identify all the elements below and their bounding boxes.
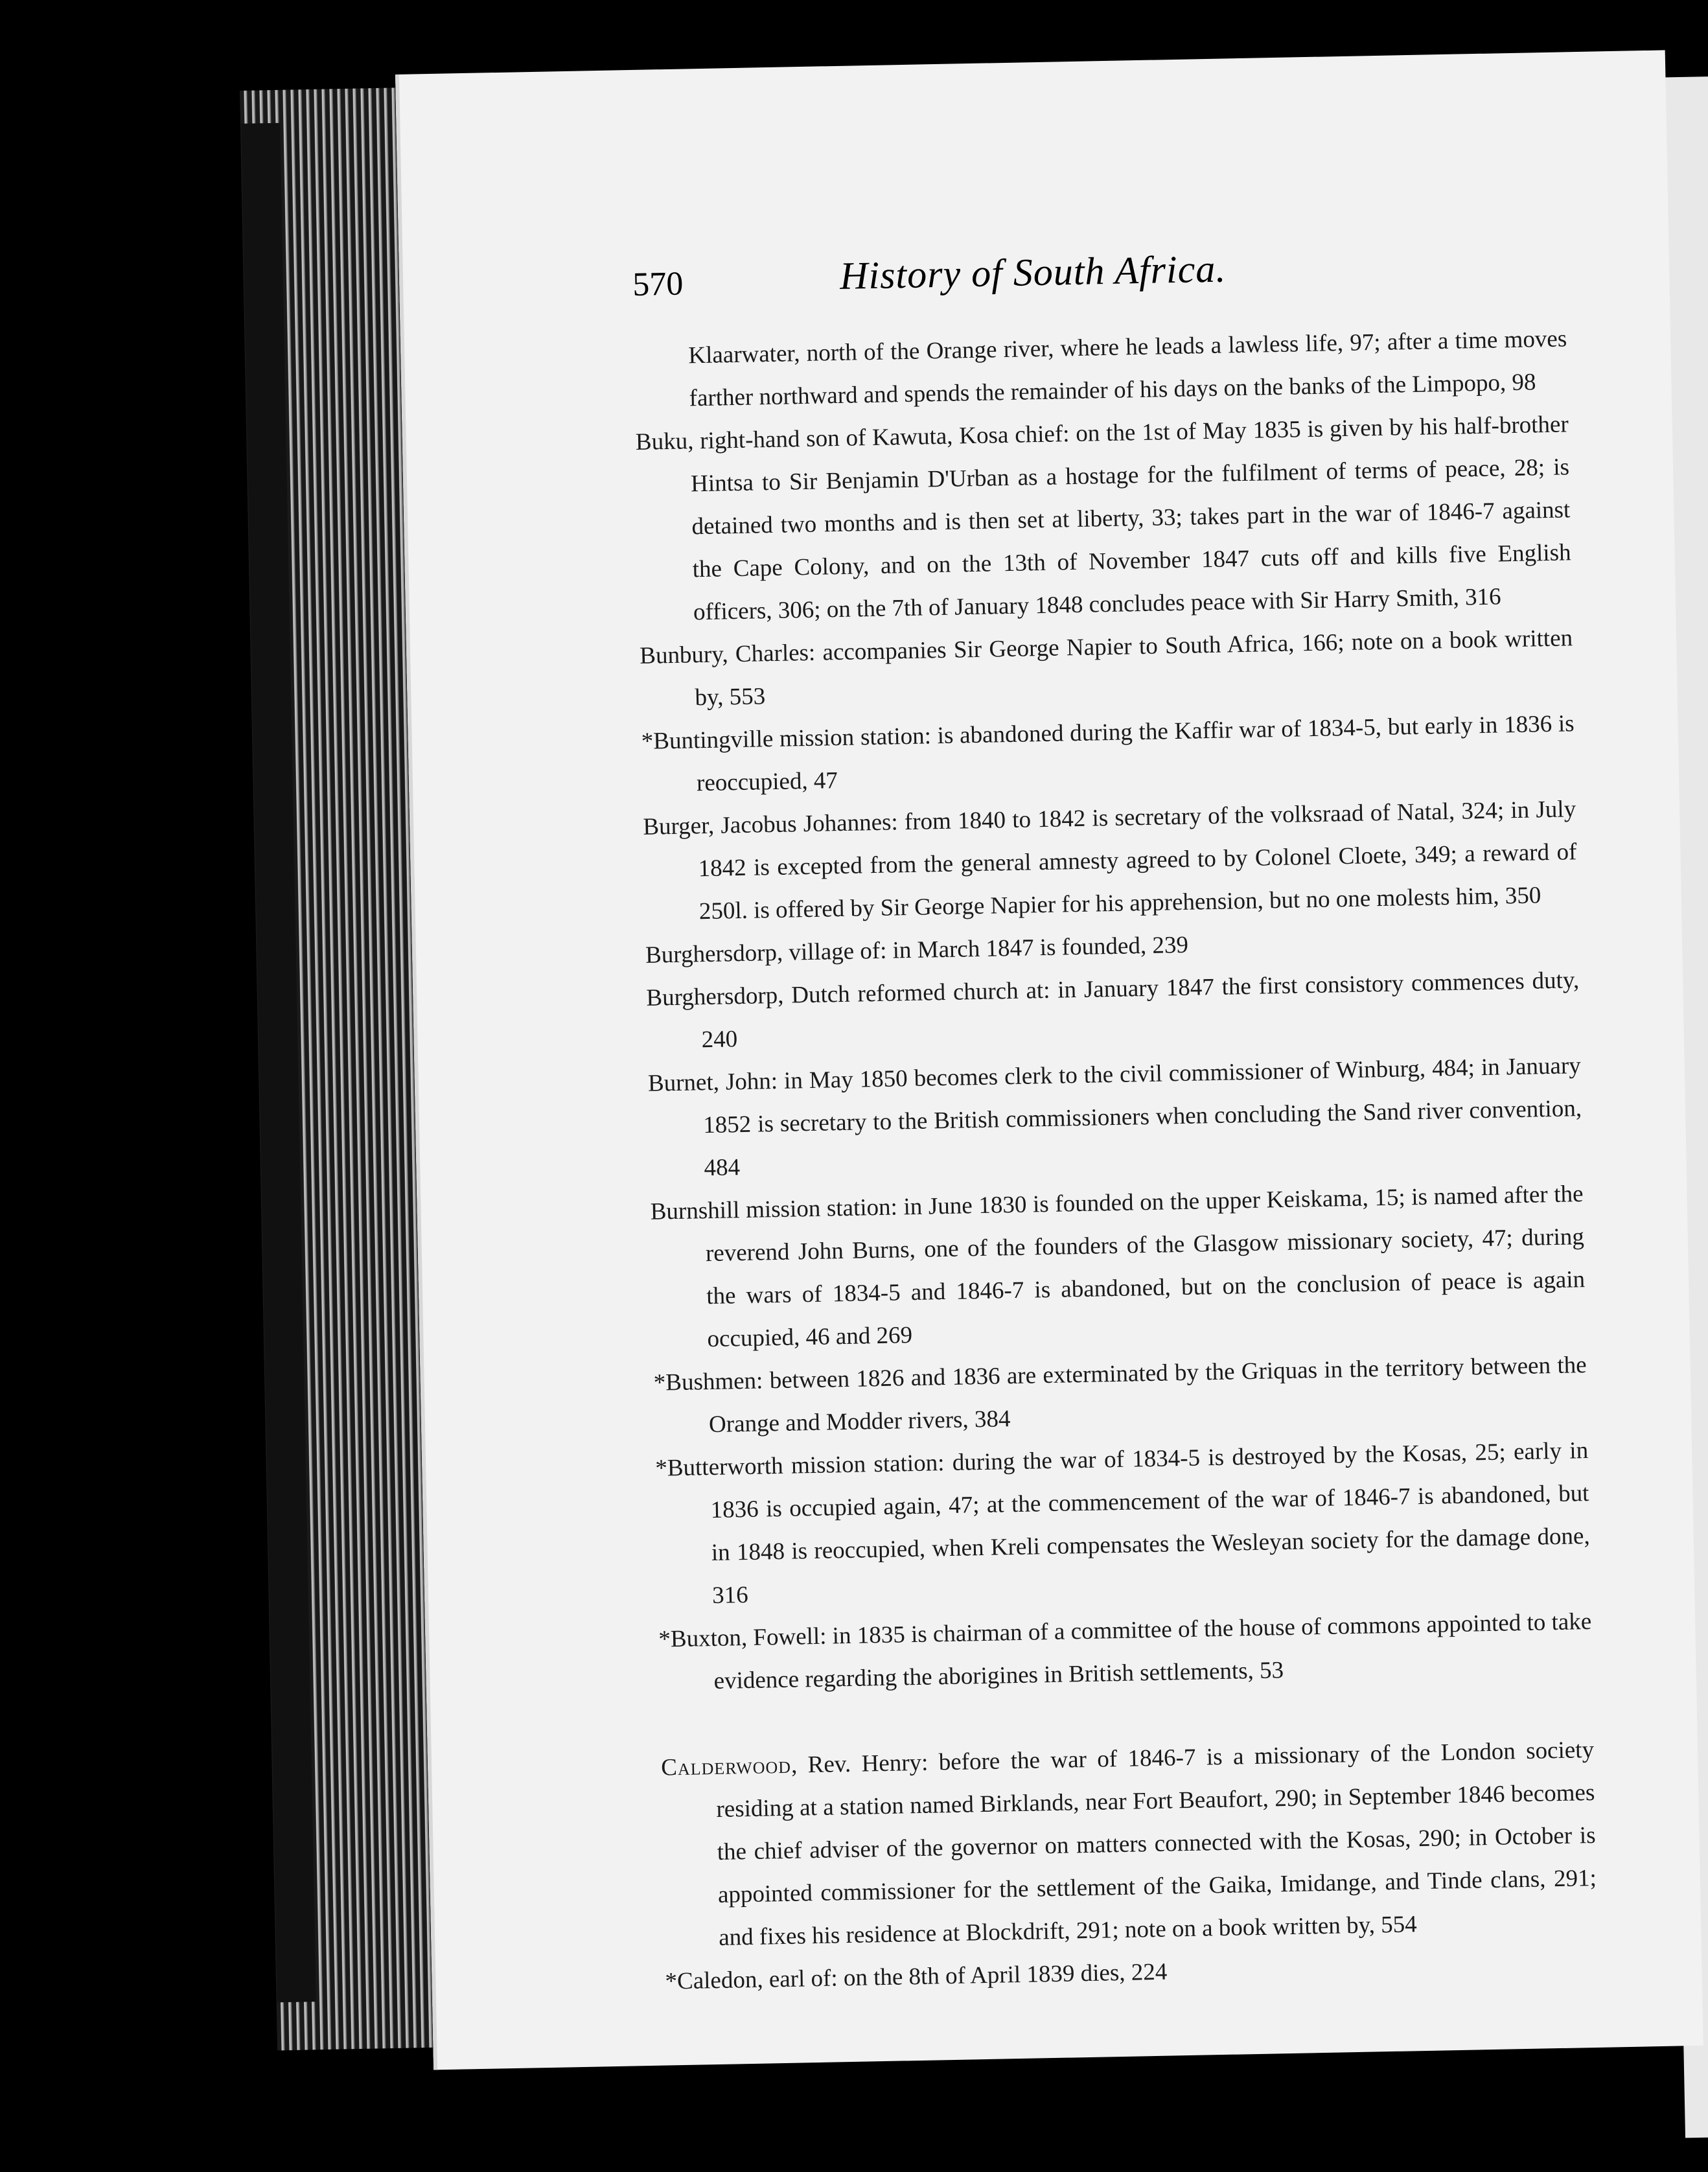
index-entry: Burghersdorp, village of: in March 1847 is founded, 239	[645, 931, 1189, 969]
page-header	[632, 240, 1567, 323]
book-page	[395, 50, 1703, 2070]
index-entry: Burghersdorp, Dutch reformed church at: in January 1847 the first consistory commences duty, 240	[646, 967, 1580, 1054]
index-entries	[634, 318, 1598, 2003]
running-title: History of South Africa.	[839, 247, 1227, 297]
index-entry: Klaarwater, north of the Orange river, where he leads a lawless life, 97; after a time moves farther northward and spends the remainder of his days on the banks of the Limpopo, 98	[688, 325, 1567, 412]
entry-head-smallcaps: Calderwood	[660, 1751, 792, 1781]
index-entry: Burnshill mission station: in June 1830 is founded on the upper Keiskama, 15; is named after the reverend John Burns, one of the founders of the Glasgow missionary society, 47; during the wars of 1834-5 and 1846-7 is abandoned, but on the conclusion of peace is again occupied, 46 and 269	[650, 1181, 1586, 1353]
index-entry: *Butterworth mission station: during the war of 1834-5 is destroyed by the Kosas, 25; early in 1836 is occupied again, 47; at the commencement of the war of 1846-7 is abandoned, but in 1848 is reoccupied, when Kreli compensates the Wesleyan society for the damage done, 316	[654, 1437, 1591, 1610]
index-entry: *Bushmen: between 1826 and 1836 are exterminated by the Griquas in the territory between the Orange and Modder rivers, 384	[653, 1352, 1587, 1438]
index-entry: *Caledon, earl of: on the 8th of April 1839 dies, 224	[665, 1958, 1168, 1995]
index-entry: Burger, Jacobus Johannes: from 1840 to 1842 is secretary of the volksraad of Natal, 324; in July 1842 is excepted from the general amnesty agreed to by Colonel Cloete, 349; a reward of 250l. is offered by Sir George Napier for his apprehension, but no one molests him, 350	[642, 796, 1577, 925]
index-entry: Bunbury, Charles: accompanies Sir George Napier to South Africa, 166; note on a book written by, 553	[639, 625, 1573, 711]
index-entry: *Buntingville mission station: is abandoned during the Kaffir war of 1834-5, but early in 1836 is reoccupied, 47	[641, 710, 1575, 797]
index-entry: Buku, right-hand son of Kawuta, Kosa chief: on the 1st of May 1835 is given by his half-brother Hintsa to Sir Benjamin D'Urban as a hostage for the fulfilment of terms of peace, 28; is detained two months and is then set at liberty, 33; takes part in the war of 1846-7 against the Cape Colony, and on the 13th of November 1847 cuts off and kills five English officers, 306; on the 7th of January 1848 concludes peace with Sir Harry Smith, 316	[635, 411, 1571, 626]
entry-body: , Rev. Henry: before the war of 1846-7 is a missionary of the London society residing at a station named Birklands, near Fort Beaufort, 290; in September 1846 becomes the chief adviser of the governor on matters connected with the Kosas, 290; in October is appointed commissioner for the settlement of the Gaika, Imidange, and Tinde clans, 291; and fixes his residence at Blockdrift, 291; note on a book written by, 554	[716, 1736, 1597, 1951]
page-number: 570	[632, 265, 684, 304]
index-entry	[661, 1729, 1598, 1961]
index-entry: *Buxton, Fowell: in 1835 is chairman of a committee of the house of commons appointed to take evidence regarding the aborigines in British settlements, 53	[658, 1608, 1592, 1695]
index-entry: Burnet, John: in May 1850 becomes clerk to the civil commissioner of Winburg, 484; in January 1852 is secretary to the British commissioners when concluding the Sand river convention, 484	[647, 1052, 1582, 1182]
